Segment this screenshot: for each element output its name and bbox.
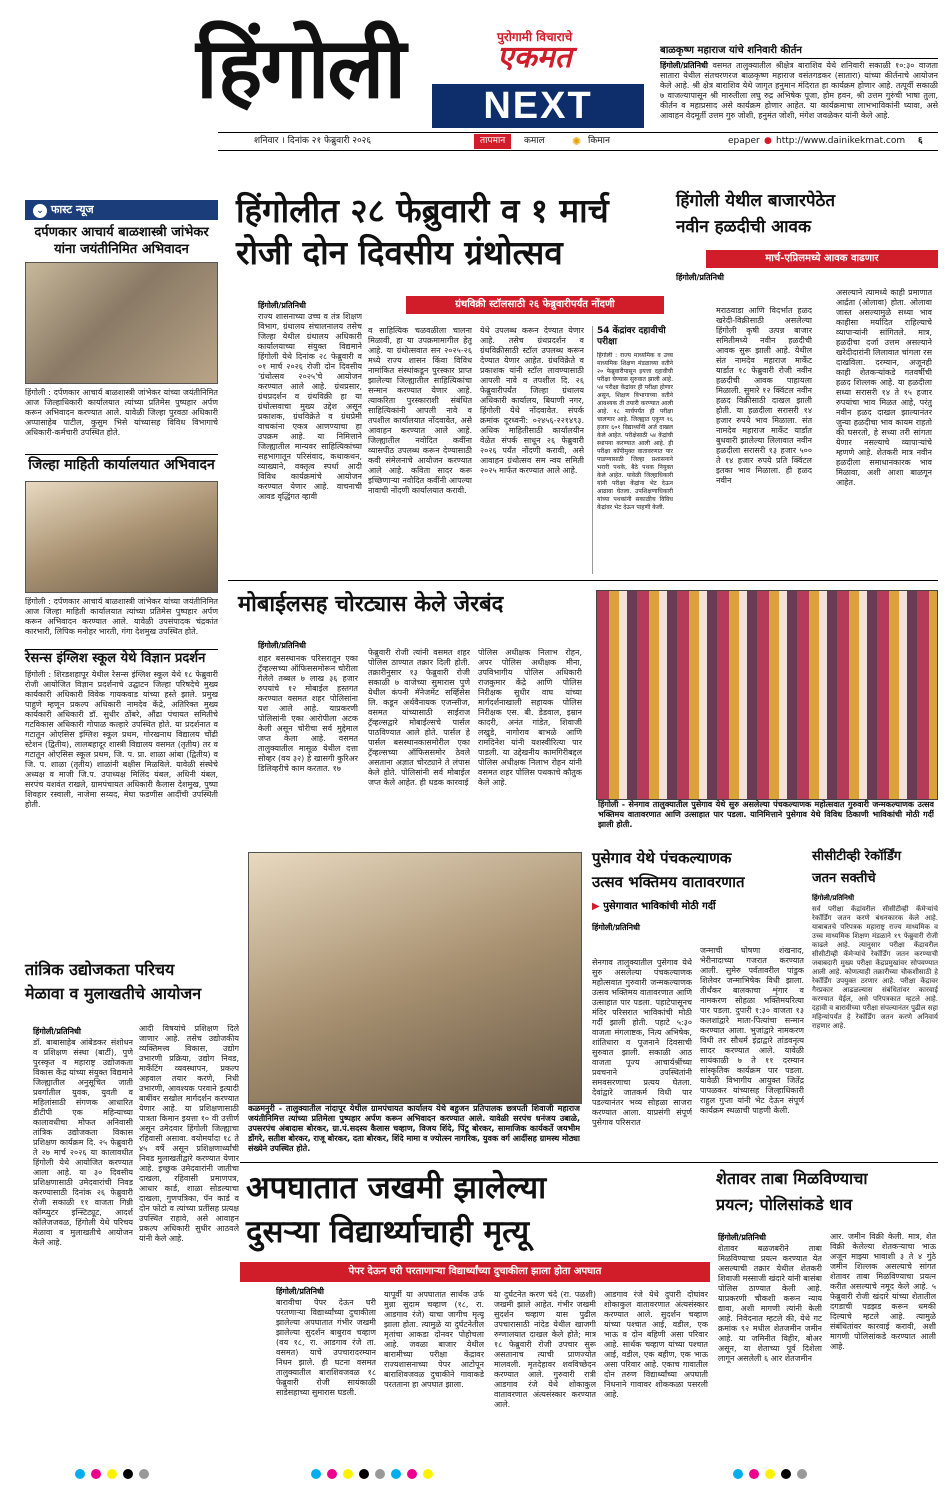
theft-headline: मोबाईलसह चोरट्यास केले जेरबंद bbox=[238, 591, 504, 617]
market-byline: हिंगोली/प्रतिनिधी bbox=[676, 273, 725, 282]
theft-col3: पोलिस अधीक्षक निलाभ रोहन, अपर पोलिस अधीक्षक मीना, उपविभागीय पोलिस अधिकारी राजकुमार केंद्रे आणि पोलिस निरीक्षक सुधीर वाघ यांच्या मार्गदर्शनाखाली सहायक पोलिस निरीक्षक एस. बी. डेडवाल, इम्रान कादरी, अनंत गांडेत, शिवाजी लखुडे, नागोराव बाभळे आणि रामदिनेश यांनी यशस्वीरित्या पार पाडली. या उद्देखनीय कामगिरीबद्दल पोलिस अधीक्षक निलाभ रोहन यांनी वसमत शहर पोलिस पथकाचे कौतुक केले आहे. bbox=[478, 648, 582, 787]
fast-news-item2-body: हिंगोली : दर्पणकार आचार्य बाळशास्त्री जांभेकर यांच्या जयंतीनिमित आज जिल्हा माहिती कार्यालयात त्यांच्या प्रतिमेस पुष्पहार अर्पण करून अभिवादन करण्यात आले. यावेळी उपसंपादक चंद्रकांत कारभारी, लिपिक मनोहर भारती, गंगा देशमुख उपस्थित होते. bbox=[25, 597, 218, 636]
globe-icon: ● bbox=[764, 136, 772, 146]
page-number: ६ bbox=[918, 136, 923, 146]
temp-label: तापमान bbox=[474, 134, 511, 149]
top-brief bbox=[660, 42, 938, 128]
cctv-body: सर्व परीक्षा केंद्रांवरील सीसीटीव्ही कॅमेऱ्यांचे रेकॉर्डिंग जतन करणे बंधनकारक केले आहे. याबाबतचे परिपत्रक महाराष्ट्र राज्य माध्यमिक व उच्च माध्यमिक शिक्षण मंडळाने १९ फेब्रुवारी रोजी काढले आहे. त्यानुसार परीक्षा केंद्रावरील सीसीटीव्ही कॅमेऱ्यांचे रेकॉर्डिंग जतन करण्याची जबाबदारी मुख्य परीक्षा केंद्रप्रमुखांवर सोपवण्यात आली आहे. कोणत्याही तक्रारीच्या चौकशीसाठी हे रेकॉर्डिंग उपयुक्त ठरणार आहे. परीक्षा केंद्रावर गैरप्रकार आढळल्यास संबंधितांवर कारवाई करण्यात येईल, असे परिपत्रकात म्हटले आहे. दहावी व बारावीच्या परीक्षा संपल्यानंतर पुढील सहा महिन्यांपर्यंत हे रेकॉर्डिंग जतन करणे अनिवार्य राहणार आहे. bbox=[812, 905, 938, 1030]
date-bar bbox=[218, 132, 938, 151]
cyan-dot bbox=[733, 1469, 743, 1479]
date-line: शनिवार । दिनांक २१ फेब्रुवारी २०२६ bbox=[254, 136, 372, 146]
lead-col2: व साहित्यिक चळवळीला चालना मिळावी, हा या उपक्रमामागील हेतू आहे. या ग्रंथोत्सवात सन २०२५-२६ मध्ये राज्य शासन किंवा विविध नामांकित संस्थांकडून पुरस्कार प्राप्त झालेल्या जिल्ह्यातील साहित्यिकांचा सन्मान करण्यात येणार आहे. त्याकरिता पुरस्काराशी संबंधित साहित्यिकांनी आपली नावे व तपशील कार्यालयात नोंदवावेत, असे आवाहन करण्यात आले आहे. जिल्ह्यातील नवोदित कवींना व्यासपीठ उपलब्ध करून देण्यासाठी कवी संमेलनाचे आयोजन करण्यात आले आहे. कविता सादर करू इच्छिणाऱ्या नवोदित कवींनी आपल्या नावाची नोंदणी कार्यालयात करावी. bbox=[368, 326, 472, 495]
magenta-dot bbox=[407, 1469, 417, 1479]
triangle-icon: ▶ bbox=[592, 901, 600, 912]
tech-story bbox=[25, 958, 240, 1428]
fast-news-item1-body: हिंगोली : दर्पणकार आचार्य बाळशास्त्री जांभेकर यांच्या जयंतीनिमित आज जिल्हाधिकारी कार्यालयात त्यांच्या प्रतिमेस पुष्पहार अर्पण करून अभिवादन करण्यात आले. यावेळी जिल्हा पुरवठा अधिकारी अप्पासाहेब पाटील, कुसुम भिसे यांच्यासह विविध विभागाचे अधिकारी-कर्मचारी उपस्थित होते. bbox=[25, 388, 218, 437]
top-brief-body-wrap bbox=[660, 61, 938, 133]
accident-headline-1: अपघातात जखमी झालेल्या bbox=[246, 1170, 547, 1206]
tech-col1: डॉ. बाबासाहेब आंबेडकर संशोधन व प्रशिक्षण संस्था (बार्टी), पुणे पुरस्कृत व महाराष्ट्र उद्योजकता विकास केंद्र यांच्या संयुक्त विद्यमाने जिल्ह्यातील अनुसूचित जाती प्रवर्गातील युवक, युवती व महिलांसाठी संगणक आधारित डीटीपी एक महिन्याच्या कालावधीचा मोफत अनिवासी तांत्रिक उद्योजकता विकास प्रशिक्षण कार्यक्रम दि. २५ फेब्रुवारी ते २७ मार्च २०२६ या कालावधीत हिंगोली येथे आयोजित करण्यात आला आहे. या ३० दिवसीय प्रशिक्षणासाठी उमेदवारांची निवड करण्यासाठी दिनांक २६ फेब्रुवारी रोजी सकाळी ११ वाजता गिन्नी कॉम्प्युटर इन्स्टिट्यूट, आदर्श कॉलेजजवळ, हिंगोली येथे परिचय मेळावा व मुलाखतीचे आयोजन केले आहे. bbox=[33, 1038, 133, 1247]
group-photo bbox=[248, 852, 582, 1104]
land-story bbox=[716, 1166, 938, 1434]
accident-col4: आडगाव रंजे येथे दुपारी दोघांवर शोकाकुल वातावरणात अंत्यसंस्कार करण्यात आले. सुदर्शन चव्हाण यांच्या पश्चात आई, वडील, एक भाऊ व दोन बहिणी असा परिवार आहे. सार्थक चव्हाण यांच्या पश्चात आई, वडील, एक बहीण, एक भाऊ असा परिवार आहे. एकाच गावातील दोन तरुण विद्यार्थ्यांच्या अपघाती निधनाने गावावर शोककळा पसरली आहे. bbox=[604, 1290, 708, 1399]
black-dot bbox=[123, 1469, 133, 1479]
color-dots-right bbox=[730, 1464, 810, 1483]
tech-col2: आदी विषयांचे प्रशिक्षण दिले जाणार आहे. तसेच उद्योजकीय व्यक्तिमत्त्व विकास, उद्योग उभारणी प्रक्रिया, उद्योग निवड, मार्केटिंग व्यवस्थापन, प्रकल्प अहवाल तयार करणे, निधी उभारणी, आवश्यक परवाने इत्यादी बाबींवर सखोल मार्गदर्शन करण्यात येणार आहे. या प्रशिक्षणासाठी पात्रता किमान इयत्ता १० वी उत्तीर्ण असून उमेदवार हिंगोली जिल्ह्याचा रहिवासी असावा. वयोमर्यादा १८ ते ४५ वर्षे असून प्रशिक्षणार्थ्यांची निवड मुलाखतीद्वारे करण्यात येणार आहे. इच्छुक उमेदवारांनी जातीचा दाखला, रहिवासी प्रमाणपत्र, आधार कार्ड, शाळा सोडल्याचा दाखला, गुणपत्रिका, पॅन कार्ड व दोन फोटो व त्यांच्या प्रतींसह प्रत्यक्ष उपस्थित राहावे, असे आवाहन प्रकल्प अधिकारी सुधीर आठवले यांनी केले आहे. bbox=[139, 1024, 239, 1243]
pusegaon-col2: जन्माची घोषणा शंखनाद, भेरीनादाच्या गजरात करण्यात आली. सुमेरु पर्वतावरील पांडुक शिलेवर जन्माभिषेक विधी झाला. तीर्थंकर बालकाचा शृंगार व नामकरण सोहळा भक्तिमयरित्या पार पडला. दुपारी १:३० वाजता १३ कलशांद्वारे माता-पित्यांचा सन्मान करण्यात आला. भुजांद्वारे नामकरण विधी तर सौधर्म इंद्राद्वारे तांडवनृत्य सादर करण्यात आले. यावेळी सायंकाळी ७ ते ११ दरम्यान सांस्कृतिक कार्यक्रम पार पडला. यावेळी विभागीय आयुक्त जितेंद्र पापळकर यांच्यासह जिल्हाधिकारी राहुल गुप्ता यांनी भेट देऊन संपूर्ण कार्यक्रम स्थळाची पाहणी केली. bbox=[700, 946, 804, 1115]
temp-min: किमान bbox=[588, 136, 610, 146]
lead-headline-2: रोजी दोन दिवसीय ग्रंथोत्सव bbox=[236, 233, 563, 272]
theft-col1: शहर बसस्थानक परिसरातून एका ट्रॅव्हल्सच्या ऑफिससमोरून चोरीला गेलेले तब्बल ७ लाख ३६ हजार रुपयांचे १२ मोबाईल हस्तगत करण्यात वसमत शहर पोलिसांना यश आले आहे. याप्रकरणी पोलिसांनी एका आरोपीला अटक केली असून चोरीचा सर्व मुद्देमाल जप्त केला आहे. वसमत तालुक्यातील मासूळ येथील दत्ता सोव्हर (वय ३२) हे खासगी कुरिअर डिलिव्हरीचे काम करतात. १७ bbox=[258, 654, 358, 773]
accident-byline: हिंगोली/प्रतिनिधी bbox=[276, 1287, 325, 1296]
land-byline: हिंगोली/प्रतिनिधी bbox=[718, 1233, 767, 1242]
color-dots-left bbox=[72, 1464, 152, 1483]
website-url[interactable]: http://www.dainikekmat.com bbox=[776, 136, 906, 146]
magenta-dot bbox=[749, 1469, 759, 1479]
market-col2: असल्याने त्यामध्ये काही प्रमाणात आर्द्रता (ओलावा) होता. ओलावा जास्त असल्यामुळे सध्या भाव काहीसा मर्यादित राहिल्याचे व्यापाऱ्यांनी सांगितले. मात्र, हळदीचा दर्जा उत्तम असल्याने खरेदीदारांनी लिलावात चांगला रस दाखविला. दरम्यान, अजूनही काही शेतकऱ्यांकडे गतवर्षीची हळद शिल्लक आहे. या हळदीला सध्या सरासरी १४ ते १५ हजार रुपयांचा भाव मिळत आहे, परंतु नवीन हळद दाखल झाल्यानंतर जुन्या हळदीचा भाव कायम राहतो की घसरतो, हे सध्या तरी सांगता येणार नसल्याचे व्यापाऱ्यांचे म्हणणे आहे. शेतकरी मात्र नवीन हळदीला समाधानकारक भाव मिळावा, अशी आशा बाळगून आहेत. bbox=[836, 288, 932, 487]
divider bbox=[240, 1162, 938, 1163]
magenta-dot bbox=[91, 1469, 101, 1479]
gray-dot bbox=[139, 1469, 149, 1479]
color-dots-middle bbox=[308, 1464, 436, 1483]
yellow-dot bbox=[343, 1469, 353, 1479]
fast-news-header bbox=[25, 200, 218, 220]
cyan-dot bbox=[391, 1469, 401, 1479]
group-caption: कळमनुरी - तालुक्यातील नांदापूर येथील ग्रामपंचायत कार्यालय येथे बहुजन प्रतिपालक छत्रपती शिवाजी महाराज जयंतीनिमित्त त्यांच्या प्रतिमेला पुष्पहार अर्पण करून अभिवादन करण्यात आले. यावेळी सरपंच धनंजय उबाळे, उपसरपंच अंबादास बोरकर, ग्रा.पं.सदस्य कैलास चव्हाण, विजय शिंदे, पिंटू बोरकर, सामाजिक कार्यकर्ते जयभीम डोंगरे, सतीश बोरकर, राजू बोरकर, दता बोरकर, शिंदे मामा व ज्योत्स्न नागरिक, युवक वर्ग आदींसह ग्रामस्थ मोठ्या संख्येने उपस्थित होते. bbox=[248, 1104, 580, 1153]
masthead-tagline: पुरोगामी विचाराचे bbox=[497, 30, 573, 44]
pusegaon-subhead-text: पुसेगावात भाविकांची मोठी गर्दी bbox=[603, 901, 716, 912]
epaper-label: epaper bbox=[728, 136, 760, 146]
theft-story bbox=[228, 584, 590, 834]
black-dot bbox=[781, 1469, 791, 1479]
top-brief-byline: हिंगोली/प्रतिनिधी bbox=[660, 61, 709, 70]
market-subhead: मार्च-एप्रिलमध्ये आवक वाढणार bbox=[706, 250, 938, 268]
yellow-dot bbox=[107, 1469, 117, 1479]
print-registration-strip bbox=[0, 1452, 945, 1492]
lead-headline-1: हिंगोलीत २८ फेब्रुवारी व १ मार्च bbox=[236, 191, 609, 230]
accident-story bbox=[240, 1166, 710, 1434]
exam-body: हिंगोली : राज्य माध्यमिक व उच्च माध्यमिक शिक्षण मंडळाच्या वतीने २० फेब्रुवारीपासून इयत्ता दहावीची परीक्षा घेण्यास सुरुवात झाली आहे. ५४ परीक्षा केंद्रांवर ही परीक्षा होणार असून, शिक्षण विभागाच्या वतीने आवश्यक ती तयारी करण्यात आली आहे. १८ मार्चपर्यंत ही परीक्षा चालणार आहे. जिल्ह्यात एकूण १६ हजार ६०१ विद्यार्थ्यांनी अर्ज दाखल केले आहेत. परीक्षेसाठी ५४ केंद्रांची स्थापना करण्यात आली आहे. ही परीक्षा कॉपीमुक्त वातावरणात पार पाडण्यासाठी जिल्हा प्रशासनाने भरारी पथके, बैठे पथक नियुक्त केले आहेत. यावेळी जिल्हाधिकारी यांनी परीक्षा केंद्रांना भेट देऊन आढावा घेतला. उपशिक्षणाधिकारी यांच्या पथकांनी सकाळीच विविध केंद्रांवर भेट देऊन पाहणी केली. bbox=[597, 352, 673, 511]
cctv-headline-2: जतन सक्तीचे bbox=[812, 871, 876, 886]
lead-byline: हिंगोली/प्रतिनिधी bbox=[258, 301, 307, 310]
exam-headline: 54 केंद्रांवर दहावीची परीक्षा bbox=[597, 326, 666, 347]
pusegaon-col1: सेनगाव तालुक्यातील पुसेगाव येथे सुरु असलेल्या पंचकल्याणक महोत्सवात गुरुवारी जन्मकल्याणक उत्सव भक्तिमय वातावरणात आणि उत्साहात पार पडला. पहाटेपासूनच मंदिर परिसरात भाविकांची मोठी गर्दी झाली होती. पहाटे ५:३० वाजता मंगलाष्टक, नित्य अभिषेक, शांतिधारा व पूजनाने दिवसाची सुरुवात झाली. सकाळी आठ वाजता पूज्य आचार्यश्रींच्या प्रवचनाने उपस्थितांनी समवसरणाचा प्रत्यय घेतला. देवांद्वारे जातकर्म विधी पार पडल्यानंतर भव्य सोहळा साजरा करण्यात आला. याप्रसंगी संपूर्ण पुसेगाव परिसरात bbox=[592, 958, 692, 1127]
fast-news-item1-photo bbox=[25, 262, 218, 384]
exam-box bbox=[592, 326, 673, 574]
gray-dot bbox=[375, 1469, 385, 1479]
pusegaon-subhead bbox=[592, 898, 806, 912]
lead-subhead: ग्रंथविक्री स्टॉलसाठी २६ फेब्रुवारीपर्यंत नोंदणी bbox=[406, 296, 664, 314]
masthead-next: NEXT bbox=[483, 85, 593, 127]
pusegaon-story bbox=[592, 846, 806, 1160]
land-col1: शेतावर बळजबरीने ताबा मिळविण्याचा प्रयत्न करण्यात येत असल्याची तक्रार येथील शेतकरी शिवाजी मस्साजी खंदारे यांनी बासंबा पोलिस ठाण्यात केली आहे. याप्रकरणी चौकशी करून न्याय द्यावा, अशी मागणी त्यांनी केली आहे. निवेदनात म्हटले की, येथे गट क्रमांक ९२ मधील शेतजमीन जमीन आहे. या जमिनीत विहीर, बोअर असून, या शेताच्या पूर्व दिशेला लागून असलेली ६ आर शेतजमीन bbox=[718, 1244, 822, 1363]
sun-icon: ✺ bbox=[572, 135, 582, 148]
procession-caption: हिंगोली - सेनगाव तालुक्यातील पुसेगाव येथे सुरु असलेल्या पंचकल्याणक महोत्सवात गुरुवारी जन्मकल्याणक उत्सव भक्तिमय वातावरणात आणि उत्साहात पार पडला. यानिमित्ताने पुसेगाव येथे विविध ठिकाणी भाविकांची मोठी गर्दी झाली होती. bbox=[598, 800, 934, 829]
tech-headline-1: तांत्रिक उद्योजकता परिचय bbox=[25, 960, 175, 979]
fast-news-label: फास्ट न्यूज bbox=[50, 203, 94, 216]
tech-headline-2: मेळावा व मुलाखतीचे आयोजन bbox=[25, 984, 202, 1003]
divider bbox=[228, 580, 938, 581]
cctv-byline: हिंगोली/प्रतिनिधी bbox=[812, 894, 855, 902]
accident-col1: बारावीचा पेपर देऊन घरी परतणाऱ्या विद्यार्थ्यांच्या दुचाकीला झालेल्या अपघातात गंभीर जखमी झालेल्या सुदर्शन बाबुराव चव्हाण (वय १८, रा. आडगाव रंजे ता. वसमत) याचे उपचारादरम्यान निधन झाले. ही घटना वसमत तालुक्यातील बाराशिवजवळ १८ फेब्रुवारी रोजी सायंकाळी साडेसहाच्या सुमारास घडली. bbox=[276, 1298, 376, 1397]
lead-story bbox=[228, 190, 673, 580]
lead-col3: येथे उपलब्ध करून देण्यात येणार आहे. तसेच ग्रंथप्रदर्शन व ग्रंथविक्रीसाठी स्टॉल उपलब्ध करून देण्यात येणार आहेत. ग्रंथविक्रेते व प्रकाशक यांनी स्टॉल लावण्यासाठी आपली नावे व तपशील दि. २६ फेब्रुवारीपर्यंत जिल्हा ग्रंथालय अधिकारी कार्यालय, बियाणी नगर, हिंगोली येथे नोंदवावेत. संपर्क क्रमांक दूरध्वनी: ०२४५६-२२१४९३. अधिक माहितीसाठी कार्यालयीन वेळेत संपर्क साधून २६ फेब्रुवारी २०२६ पर्यंत नोंदणी करावी, असे आवाहन ग्रंथोत्सव सम न्वय समिती २०२५ मार्फत करण्यात आले आहे. bbox=[480, 326, 584, 475]
cctv-story bbox=[812, 846, 938, 1160]
market-headline-2: नवीन हळदीची आवक bbox=[676, 217, 812, 237]
theft-byline: हिंगोली/प्रतिनिधी bbox=[258, 641, 307, 650]
top-brief-headline: बाळकृष्ण महाराज यांचे शनिवारी कीर्तन bbox=[660, 42, 938, 59]
fast-news-item3-headline: रेसन्स इंग्लिश स्कूल येथे विज्ञान प्रदर्शन bbox=[25, 649, 218, 668]
market-story bbox=[676, 188, 938, 580]
lead-col1: राज्य शासनाच्या उच्च व तंत्र शिक्षण विभाग, ग्रंथालय संचालनालय तसेच जिल्हा येथील ग्रंथालय अधिकारी कार्यालयाच्या संयुक्त विद्यमाने हिंगोली येथे दिनांक २८ फेब्रुवारी व ०१ मार्च २०२६ रोजी दोन दिवसीय 'ग्रंथोत्सव २०२५'चे आयोजन करण्यात आले आहे. ग्रंथप्रसार, ग्रंथप्रदर्शन व ग्रंथविक्री हा या ग्रंथोत्सवाचा मुख्य उद्देश असून प्रकाशक, ग्रंथविक्रेते व ग्रंथप्रेमी वाचकांना एकत्र आणण्याचा हा उपक्रम आहे. या निमित्ताने जिल्ह्यातील मान्यवर साहित्यिकांच्या सहभागातून परिसंवाद, कथाकथन, व्याख्याने, वक्तृत्व स्पर्धा आदी विविध कार्यक्रमांचे आयोजन करण्यात येणार आहे. वाचनाची आवड वृद्धिंगत व्हावी bbox=[258, 312, 362, 501]
pusegaon-byline: हिंगोली/प्रतिनिधी bbox=[592, 923, 641, 932]
cyan-dot bbox=[75, 1469, 85, 1479]
procession-photo bbox=[596, 590, 938, 800]
masthead bbox=[0, 0, 945, 132]
market-col1: मराठवाडा आणि विदर्भात हळद खरेदी-विक्रीसाठी असलेल्या हिंगोली कृषी उत्पन्न बाजार समितीमध्ये नवीन हळदीची आवक सुरू झाली आहे. येथील संत नामदेव महाराज मार्केट यार्डात १८ फेब्रुवारी रोजी नवीन हळदीची आवक पाहायला मिळाली. सुमारे १२ क्विंटल नवीन हळद विक्रीसाठी दाखल झाली होती. या हळदीला सरासरी १४ हजार रुपये भाव मिळाला. संत नामदेव महाराज मार्केट यार्डात बुधवारी झालेल्या लिलावात नवीन हळदीला सरासरी १३ हजार ५०० ते १४ हजार रुपये प्रति क्विंटल इतका भाव मिळाला. ही हळद नवीन bbox=[716, 306, 812, 485]
yellow-dot bbox=[765, 1469, 775, 1479]
land-col2: आर. जमीन विक्री केली. मात्र, शेत विक्री केलेल्या शेतकऱ्याचा भाऊ अजून माझ्या भावाशी ३ ते ४ गुंठे जमीन शिल्लक असल्याचे सांगत शेतावर ताबा मिळविण्याचा प्रयत्न करीत असल्याचे नमूद केले आहे. ५ फेब्रुवारी रोजी खंदारे यांच्या शेतातील दगडाची पडझड करून धमकी दिल्याचे म्हटले आहे. त्यामुळे संबंधितांवर कारवाई करावी, अशी मागणी पोलिसांकडे करण्यात आली आहे. bbox=[830, 1232, 936, 1351]
black-dot bbox=[359, 1469, 369, 1479]
tech-byline: हिंगोली/प्रतिनिधी bbox=[33, 1027, 82, 1036]
masthead-brand: एकमत bbox=[497, 40, 572, 75]
pusegaon-headline-1: पुसेगाव येथे पंचकल्याणक bbox=[592, 849, 732, 867]
top-brief-body: वसमत तालुक्यातील श्रीक्षेत्र बाराशिव येथे शनिवारी सकाळी १०:३० वाजता सातारा येथील संतचरणरज बाळकृष्ण महाराज वसंतगडकर (सातारा) यांच्या कीर्तनाचे आयोजन केले आहे. श्री क्षेत्र बाराशिव येथे जागृत हनुमान मंदिरात हा कार्यक्रम होणार आहे. तत्पूर्वी सकाळी ७ वाजल्यापासून श्री मारुतीला लघु रुद्र अभिषेक पूजा, होम हवन, श्री उत्तम गुरुंची भाषा तुला, कीर्तन व महाप्रसाद असे कार्यक्रम होणार आहेत. या कार्यक्रमाचा लाभभाविकांनी घ्यावा, असे आवाहन वेदमूर्ती उत्तम गुरु जोशी, हनुमंत जोशी, मंगेश जवळेकर यांनी केले आहे. bbox=[660, 61, 938, 120]
cyan-dot bbox=[311, 1469, 321, 1479]
pusegaon-headline-2: उत्सव भक्तिमय वातावरणात bbox=[592, 873, 745, 891]
gray-dot bbox=[797, 1469, 807, 1479]
accident-subhead: पेपर देऊन घरी परताणाऱ्या विद्यार्थ्यांच्या दुचाकीला झाला होता अपघात bbox=[240, 1262, 710, 1282]
fast-news-item2-headline: जिल्हा माहिती कार्यालयात अभिवादन bbox=[25, 454, 218, 475]
market-headline-1: हिंगोली येथील बाजारपेठेत bbox=[676, 191, 836, 211]
chevron-down-icon: ⌄ bbox=[33, 204, 47, 218]
land-headline-1: शेतावर ताबा मिळविण्याचा bbox=[716, 1169, 868, 1188]
yellow-dot bbox=[423, 1469, 433, 1479]
temp-max: कमाल bbox=[524, 136, 545, 146]
theft-col2: फेब्रुवारी रोजी त्यांनी वसमत शहर पोलिस ठाण्यात तक्रार दिली होती. तक्रारीनुसार १३ फेब्रुवारी रोजी सकाळी ७ वाजेच्या सुमारास पुणे येथील कंपनी मॅनेजमेंट सर्व्हिसेस लि. कडून अर्थवैनायक एजन्सीज, वसमत यांच्यासाठी साईराज ट्रॅव्हल्सद्वारे मोबाईल्सचे पार्सल पाठविण्यात आले होते. पार्सल हे पार्सल बसस्थानकासमोरील एका ट्रॅव्हल्सच्या ऑफिससमोर ठेवले असताना अज्ञात चोरट्याने ते लंपास केले होते. पोलिसांनी सर्व मोबाईल जप्त केले आहेत. ही धडक कारवाई bbox=[368, 648, 470, 787]
accident-headline-2: दुसऱ्या विद्यार्थ्याचाही मृत्यू bbox=[246, 1214, 530, 1250]
land-headline-2: प्रयत्न; पोलिसांकडे धाव bbox=[716, 1195, 853, 1214]
magenta-dot bbox=[327, 1469, 337, 1479]
masthead-title: हिंगोली bbox=[196, 18, 405, 117]
cctv-headline-1: सीसीटीव्ही रेकॉर्डिंग bbox=[812, 849, 902, 864]
fast-news-item3-body: हिंगोली : शिरडशहापूर येथील रेसन्स इंग्लिश स्कूल येथे १८ फेब्रुवारी रोजी आयोजित विज्ञान प्रदर्शनाचे उद्घाटन जिल्हा परिषदेचे मुख्य कार्यकारी अधिकारी विवेक गायकवाड यांच्या हस्ते झाले. प्रमुख पाहुणे म्हणून प्रकल्प अधिकारी नामदेव केंद्रे, अतिरिक्त मुख्य कार्यकारी अधिकारी डॉ. सुधीर ठोंबरे, औंढा पंचायत समितीचे गटविकास अधिकारी गोपाळ कल्हारे उपस्थित होते. या प्रदर्शनात व गटातून ओएसिस इंग्लिश स्कूल प्रथम, गोरखनाथ विद्यालय चोंढी स्टेशन (द्वितीय), लालबहादूर शास्त्री विद्यालय वसमत (तृतीय) तर व गटातून ओएसिस स्कूल प्रथम, जि. प. प्रा. शाळा आंबा (द्वितीय) व जि. प. शाळा (तृतीय) शाळांनी बक्षीस मिळविले. यावेळी संस्थेचे अध्यक्ष व माजी जि.प. उपाध्यक्ष मिलिंद यंबल, अधिनी यंबल, सरपंच यशवंत राखले, ग्रामपंचायत अधिकारी कैलास देशमुख, पुष्पा शिवहार रस्वाली, नाजेमा सय्यद, मेघा फडणीस आदींची उपस्थिती होती. bbox=[25, 670, 218, 809]
accident-col3: या दुर्घटनेत करण चंदे (रा. पळशी) जखमी झाले आहेत. गंभीर जखमी सुदर्शन चव्हाण यास पुढील उपचारासाठी नांदेड येथील खाजगी रुग्णालयात दाखल केले होते; मात्र १८ फेब्रुवारी रोजी उपचार सुरू असतानाच त्याची प्राणज्योत मालवली. मृतदेहावर शवविच्छेदन करण्यात आले. गुरुवारी रात्री आडगाव रंजे येथे शोकाकुल वातावरणात अंत्यसंस्कार करण्यात आले. bbox=[494, 1290, 596, 1409]
masthead-next-logo bbox=[432, 84, 644, 128]
accident-col2: यापूर्वी या अपघातात सार्थक उर्फ मुन्ना सुदाम चव्हाण (१८, रा. आडगाव रंजे) याचा जागीच मृत्यू झाला होता. त्यामुळे या दुर्घटनेतील मृतांचा आकडा दोनवर पोहोचला आहे. जवळा बाजार येथील बारामीच्या परीक्षा केंद्रावर राज्यशासनाच्या पेपर आटोपून बाराशिवजवळ दुचाकीने गावाकडे परतताना हा अपघात झाला. bbox=[384, 1290, 484, 1389]
fast-news-item2-photo bbox=[25, 481, 218, 593]
fast-news-item1-headline: दर्पणकार आचार्य बाळशास्त्री जांभेकर यांना जयंतीनिमित अभिवादन bbox=[34, 225, 209, 257]
